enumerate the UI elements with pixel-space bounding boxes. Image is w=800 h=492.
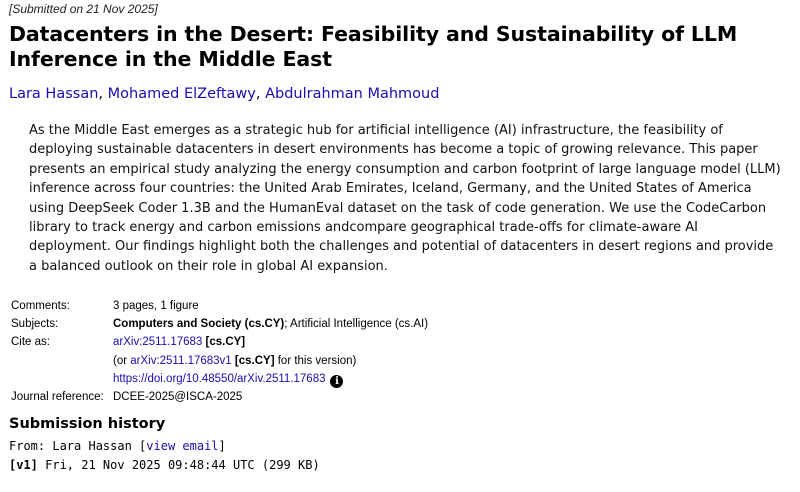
author-separator: ,	[98, 86, 108, 102]
cite-version-suffix: for this version)	[274, 354, 357, 367]
comments-value: 3 pages, 1 figure	[113, 300, 199, 312]
doi-value	[113, 370, 343, 388]
submission-history-heading: Submission history	[9, 416, 166, 432]
metadata-table	[11, 297, 428, 406]
submission-date: [Submitted on 21 Nov 2025]	[9, 2, 158, 16]
from-text: From: Lara Hassan	[9, 439, 140, 453]
cite-row	[11, 333, 428, 351]
cite-category: [cs.CY]	[205, 336, 246, 349]
empty-label	[11, 352, 113, 370]
author-list	[9, 86, 439, 102]
secondary-subjects: ; Artificial Intelligence (cs.AI)	[284, 318, 429, 331]
author-link[interactable]: Abdulrahman Mahmoud	[265, 86, 440, 102]
submission-history	[9, 437, 320, 474]
journal-value: DCEE-2025@ISCA-2025	[113, 391, 243, 404]
doi-row	[11, 370, 428, 388]
doi-link[interactable]: https://doi.org/10.48550/arXiv.2511.17683	[113, 372, 326, 385]
cite-version-category: [cs.CY]	[234, 354, 275, 367]
version-line	[9, 456, 320, 475]
arxiv-id-link[interactable]: arXiv:2511.17683	[113, 336, 203, 349]
arxiv-version-link[interactable]: arXiv:2511.17683v1	[130, 354, 232, 367]
cite-version-prefix: (or	[113, 354, 131, 367]
primary-subject: Computers and Society (cs.CY)	[113, 318, 285, 331]
from-line: From: Lara Hassan [view email]	[9, 439, 226, 453]
cite-version-row	[11, 352, 428, 370]
version-info: Fri, 21 Nov 2025 09:48:44 UTC (299 KB)	[37, 457, 320, 472]
author-link[interactable]: Lara Hassan	[9, 86, 99, 102]
journal-label: Journal reference:	[11, 391, 104, 404]
cite-label: Cite as:	[11, 336, 50, 349]
subjects-label: Subjects:	[11, 318, 59, 331]
comments-row	[11, 297, 428, 315]
view-email-link[interactable]: view email	[146, 439, 219, 453]
empty-label	[11, 370, 113, 388]
paper-title: Datacenters in the Desert: Feasibility and Sustainability of LLM Inference in the Middle East	[9, 22, 738, 71]
author-separator: ,	[255, 86, 266, 102]
author-link[interactable]: Mohamed ElZeftawy	[107, 86, 256, 102]
info-icon[interactable]: i	[330, 375, 343, 388]
version-tag: [v1]	[9, 457, 38, 472]
cite-value	[113, 333, 245, 351]
subjects-row	[11, 315, 428, 333]
journal-row	[11, 388, 428, 406]
cite-version-value	[113, 352, 356, 370]
subjects-value	[113, 315, 428, 333]
abstract-text: As the Middle East emerges as a strategic hub for artificial intelligence (AI) infrastructure, the feasibility of deploying sustainable datacenters in desert environments has become a topic of growing relevance. This paper presents an empirical study analyzing the energy consumption and carbon footprint of large language model (LLM) inference across four countries: the United Arab Emirates, Iceland, Germany, and the United States of America using DeepSeek Coder 1.3B and the HumanEval dataset on the task of code generation. We use the CodeCarbon library to track energy and carbon emissions andcompare geographical trade-offs for climate-aware AI deployment. Our findings highlight both the challenges and potential of datacenters in desert regions and provide a balanced outlook on their role in global AI expansion.	[29, 123, 781, 274]
comments-label: Comments:	[11, 300, 70, 312]
